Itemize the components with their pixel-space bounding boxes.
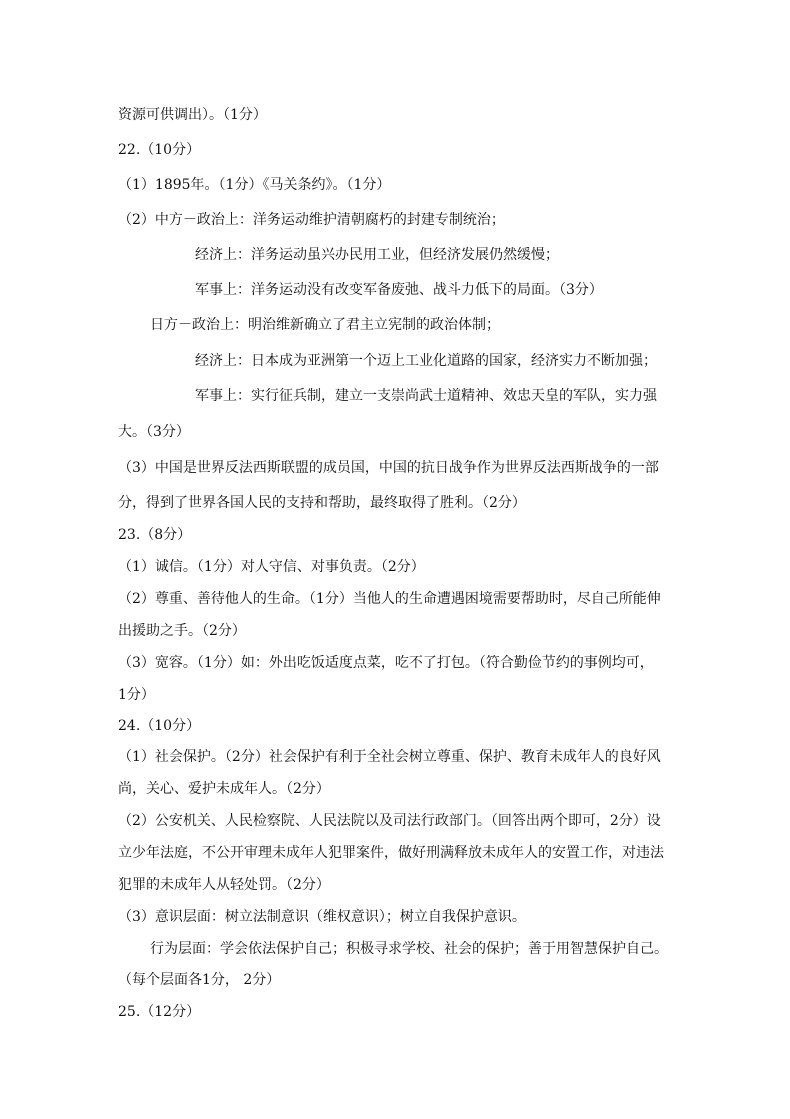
text-line: （2）尊重、善待他人的生命。（1分）当他人的生命遭遇困境需要帮助时，尽自己所能伸 (118, 591, 661, 607)
text-line: 立少年法庭，不公开审理未成年人犯罪案件，做好刑满释放未成年人的安置工作，对违法 (118, 845, 664, 861)
text-line: （每个层面各1分， 2分） (118, 972, 281, 988)
text-line: 资源可供调出）。（1分） (118, 107, 267, 123)
text-line: 经济上：洋务运动虽兴办民用工业，但经济发展仍然缓慢； (195, 247, 559, 263)
question-23-header: 23.（8分） (118, 527, 192, 543)
text-line: 军事上：洋务运动没有改变军备废弛、战斗力低下的局面。（3分） (195, 282, 603, 298)
text-line: 犯罪的未成年人从轻处罚。（2分） (118, 877, 330, 893)
text-line: （2）公安机关、人民检察院、人民法院以及司法行政部门。（回答出两个即可，2分）设 (118, 813, 661, 829)
text-line: 经济上：日本成为亚洲第一个迈上工业化道路的国家，经济实力不断加强； (195, 353, 657, 369)
text-line: 行为层面：学会依法保护自己；积极寻求学校、社会的保护；善于用智慧保护自己。 (150, 941, 668, 957)
text-line: （3）意识层面：树立法制意识（维权意识）；树立自我保护意识。 (118, 909, 526, 925)
question-24-header: 24.（10分） (118, 718, 201, 734)
text-line: 日方－政治上：明治维新确立了君主立宪制的政治体制； (150, 317, 500, 333)
text-line: （2）中方－政治上：洋务运动维护清朝腐朽的封建专制统治； (118, 212, 505, 228)
text-line: 大。（3分） (118, 424, 190, 440)
text-line: （1）诚信。（1分）对人守信、对事负责。（2分） (118, 559, 425, 575)
text-line: （1）社会保护。（2分）社会保护有利于全社会树立尊重、保护、教育未成年人的良好风 (118, 749, 661, 765)
text-line: 军事上：实行征兵制，建立一支崇尚武士道精神、效忠天皇的军队，实力强 (195, 388, 657, 404)
text-line: 出援助之手。（2分） (118, 623, 246, 639)
text-line: 尚，关心、爱护未成年人。（2分） (118, 781, 330, 797)
text-line: （1）1895年。（1分）《马关条约》。（1分） (118, 177, 391, 193)
question-22-header: 22.（10分） (118, 142, 201, 158)
question-25-header: 25.（12分） (118, 1004, 201, 1020)
text-line: 分，得到了世界各国人民的支持和帮助，最终取得了胜利。（2分） (118, 495, 526, 511)
text-line: 1分） (118, 687, 155, 703)
text-line: （3）中国是世界反法西斯联盟的成员国，中国的抗日战争作为世界反法西斯战争的一部 (118, 460, 659, 476)
text-line: （3）宽容。（1分）如：外出吃饭适度点菜，吃不了打包。（符合勤俭节约的事例均可， (118, 655, 654, 671)
